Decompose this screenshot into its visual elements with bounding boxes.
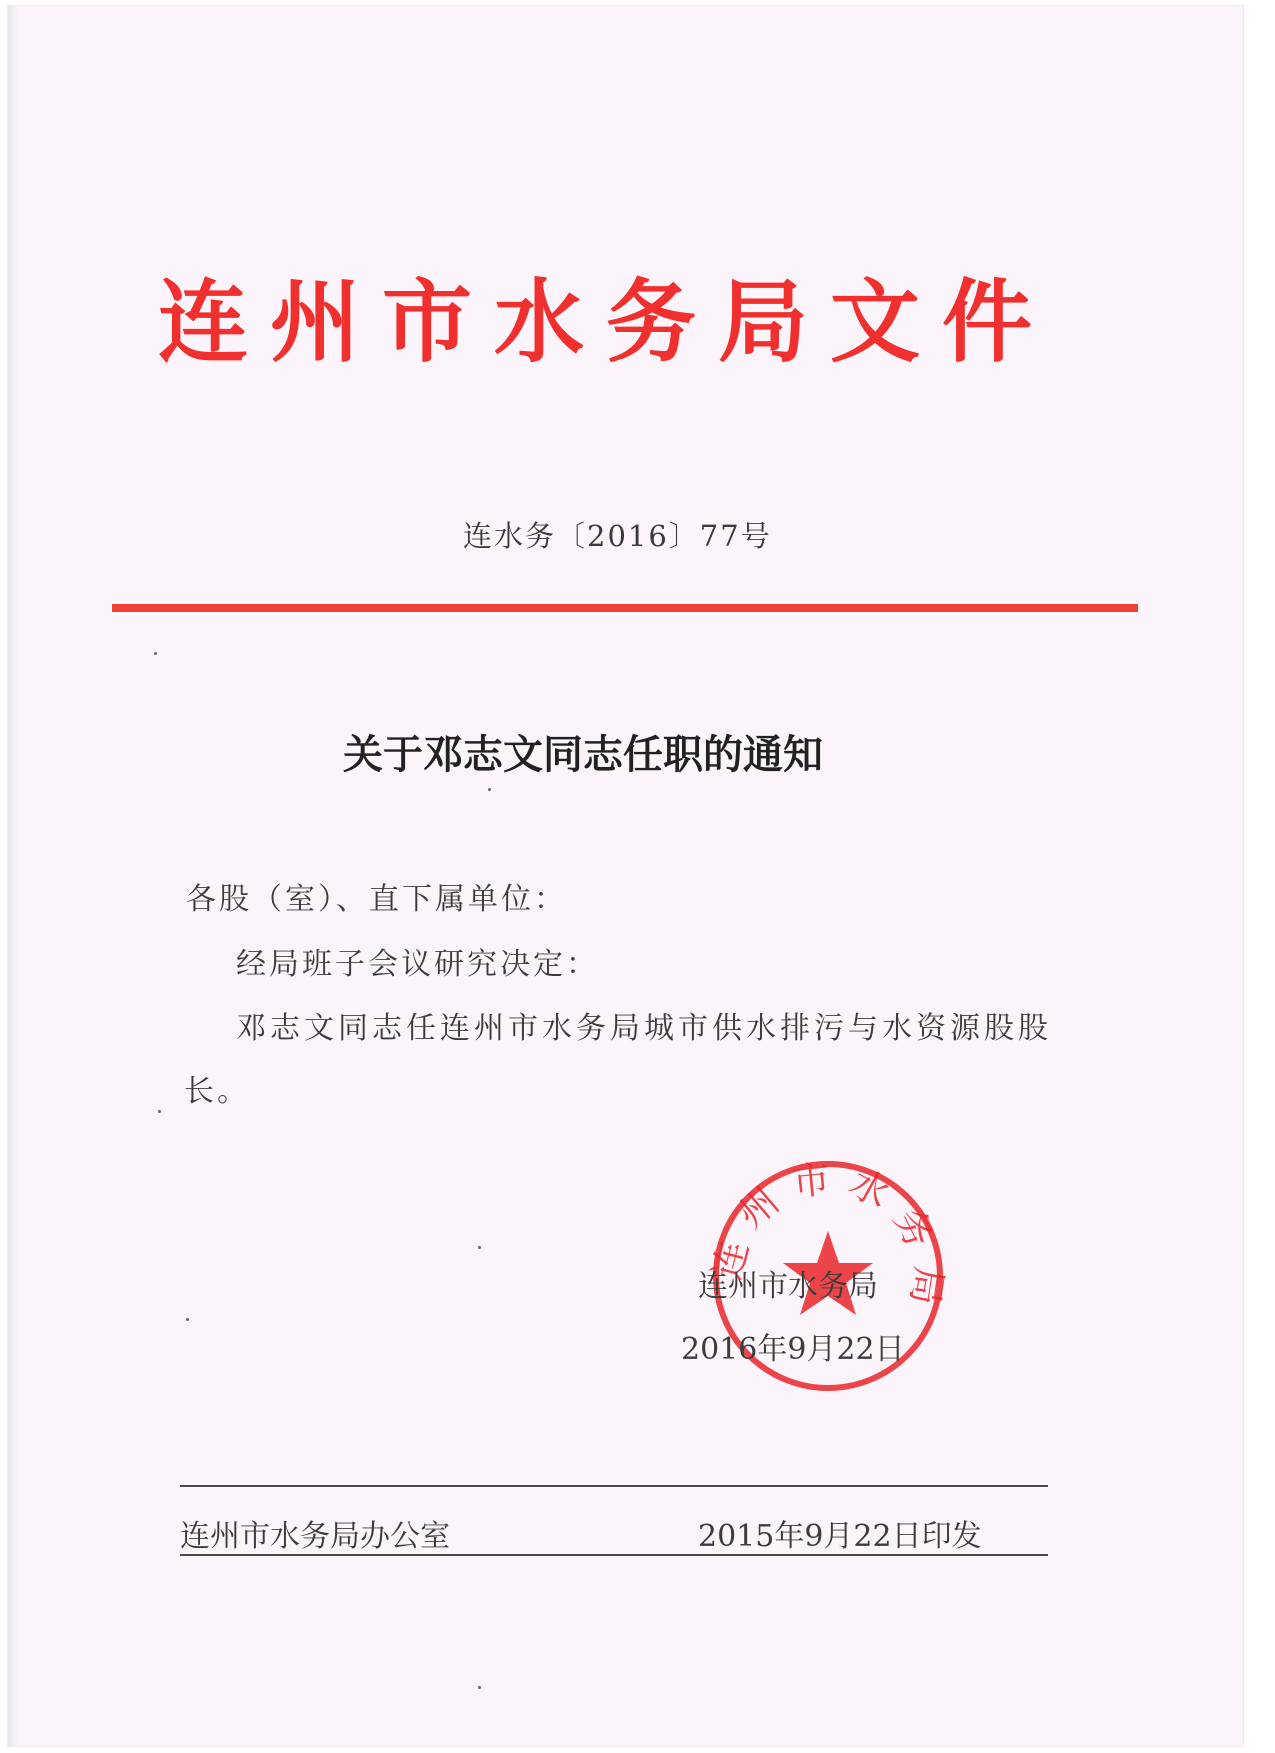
header-red-rule bbox=[112, 604, 1138, 612]
signature-date: 2016年9月22日 bbox=[681, 1332, 905, 1367]
notice-title: 关于邓志文同志任职的通知 bbox=[343, 731, 823, 778]
notice-paragraph: 长。 bbox=[184, 1074, 250, 1109]
scan-speck bbox=[488, 788, 491, 791]
scan-speck bbox=[158, 1110, 161, 1113]
document-number: 连水务〔2016〕77号 bbox=[463, 519, 772, 553]
scan-speck bbox=[478, 1246, 481, 1249]
notice-paragraph: 邓志文同志任连州市水务局城市供水排污与水资源股股 bbox=[236, 1011, 1052, 1046]
notice-salutation: 各股（室）、直下属单位： bbox=[186, 882, 567, 917]
scan-speck bbox=[154, 652, 157, 655]
document-header-title: 连州市水务局文件 bbox=[158, 270, 1054, 375]
scan-speck bbox=[478, 1686, 481, 1689]
footer-rule-bottom bbox=[180, 1554, 1048, 1556]
footer-print-date: 2015年9月22日印发 bbox=[698, 1519, 982, 1554]
footer-rule-top bbox=[180, 1485, 1048, 1487]
scan-edge-shadow bbox=[8, 6, 18, 1746]
seal-text: 连州市水务局 bbox=[704, 1155, 952, 1322]
document-page bbox=[8, 6, 1243, 1746]
scan-speck bbox=[186, 1318, 189, 1321]
signer-name: 连州市水务局 bbox=[698, 1269, 878, 1304]
footer-issuer: 连州市水务局办公室 bbox=[180, 1519, 450, 1554]
notice-paragraph: 经局班子会议研究决定： bbox=[236, 947, 599, 982]
